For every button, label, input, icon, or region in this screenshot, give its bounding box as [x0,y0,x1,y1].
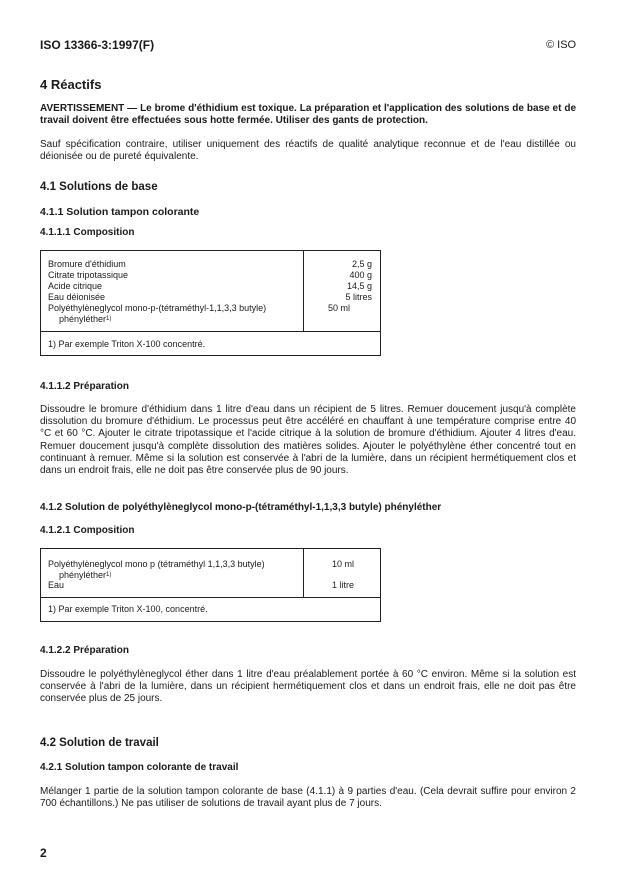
table-row-name: Eau déionisée [48,292,106,302]
table-row-value: 2,5 g [351,259,372,269]
preparation-paragraph-1: Dissoudre le bromure d'éthidium dans 1 litre d'eau dans un récipient de 5 litres. Remuer doucement jusqu'à complète dissolution du bromure d'éthidium. Le processus peut être accéléré en chauffant à une température comprise entre 40 °C et 60 °C. Ajouter le citrate tripotassique et l'acide citrique à la solution de bromure d'éthidium. Ajouter 4 litres d'eau. Remuer doucement jusqu'à complète dissolution des matières solides. Ajouter le polyéthylène éther concentré tout en continuant à remuer. Même si la solution est conservée à l'abri de la lumière, dans un récipient hermétiquement clos et dans un endroit frais, elle ne doit pas être conservée plus de 90 jours. [40,404,576,477]
section-4-1-2-1-title: 4.1.2.1 Composition [40,525,135,536]
section-4-title: 4 Réactifs [40,77,102,92]
table-row-name: Acide citrique [48,281,103,291]
section-4-1-2-title: 4.1.2 Solution de polyéthylèneglycol mono-p-(tétraméthyl-1,1,3,3 butyle) phényléther [40,502,442,513]
table-row-name: Eau [48,580,65,590]
composition-table-2 [40,548,381,622]
section-4-2-title: 4.2 Solution de travail [40,737,159,749]
warning-paragraph [40,103,576,127]
preparation-paragraph-2: Dissoudre le polyéthylèneglycol éther dans 1 litre d'eau préalablement portée à 60 °C environ. Même si la solution est conservée à l'abri de la lumière, dans un récipient hermétiquement clos et dans un endroit frais, elle ne doit pas être conservée plus de 25 jours. [40,669,576,705]
section-4-2-1-title: 4.2.1 Solution tampon colorante de travail [40,762,239,773]
table-row-value: 1 litre [331,580,354,590]
copyright-mark: © ISO [546,39,577,51]
table-row-continuation: phényléther$^{1)}$ [59,314,112,324]
column-divider [303,549,304,597]
footnote-divider [41,597,380,598]
footnote-divider [41,331,380,332]
table-row-value: 14,5 g [346,281,372,291]
warning-label: AVERTISSEMENT — [40,103,138,114]
table-row-name: Polyéthylèneglycol mono-p-(tétraméthyl-1,1,3,3 butyle) [48,303,267,313]
section-4-1-1-1-title: 4.1.1.1 Composition [40,227,135,238]
table-row-name: Bromure d'éthidium [48,259,126,269]
document-id: ISO 13366-3:1997(F) [40,38,155,52]
table-row-value: 5 litres [345,292,372,302]
column-divider [303,251,304,331]
table-row-value: 10 ml [331,559,354,569]
table-footnote: 1) Par exemple Triton X-100, concentré. [48,604,208,614]
table-footnote: 1) Par exemple Triton X-100 concentré. [48,339,206,349]
section-4-1-1-title: 4.1.1 Solution tampon colorante [40,206,200,218]
section-4-1-1-2-title: 4.1.1.2 Préparation [40,381,129,392]
section-4-1-title: 4.1 Solutions de base [40,181,158,193]
table-row-name: Polyéthylèneglycol mono p (tétraméthyl 1,1,3,3 butyle) [48,559,265,569]
composition-table-1 [40,250,381,356]
section-4-1-2-2-title: 4.1.2.2 Préparation [40,645,129,656]
table-row-value: 50 ml [327,303,350,313]
table-row-value: 400 g [349,270,372,280]
warning-text: Le brome d'éthidium est toxique. La préparation et l'application des solutions de base et de travail doivent être effectuées sous hotte fermée. Utiliser des gants de protection. [40,103,576,127]
footnote-marker: 1) [106,572,112,578]
table-row-continuation: phényléther$^{1)}$ [59,570,112,580]
working-solution-paragraph: Mélanger 1 partie de la solution tampon colorante de base (4.1.1) à 9 parties d'eau. (Cela devrait suffire pour environ 2 700 échantillons.) Ne pas utiliser de solutions de travail ayant plus de 7 jours. [40,786,576,810]
table-row-name: Citrate tripotassique [48,270,129,280]
page-number: 2 [40,846,47,860]
intro-paragraph: Sauf spécification contraire, utiliser uniquement des réactifs de qualité analytique reconnue et de l'eau distillée ou déionisée ou de pureté équivalente. [40,139,576,163]
footnote-marker: 1) [106,316,112,322]
